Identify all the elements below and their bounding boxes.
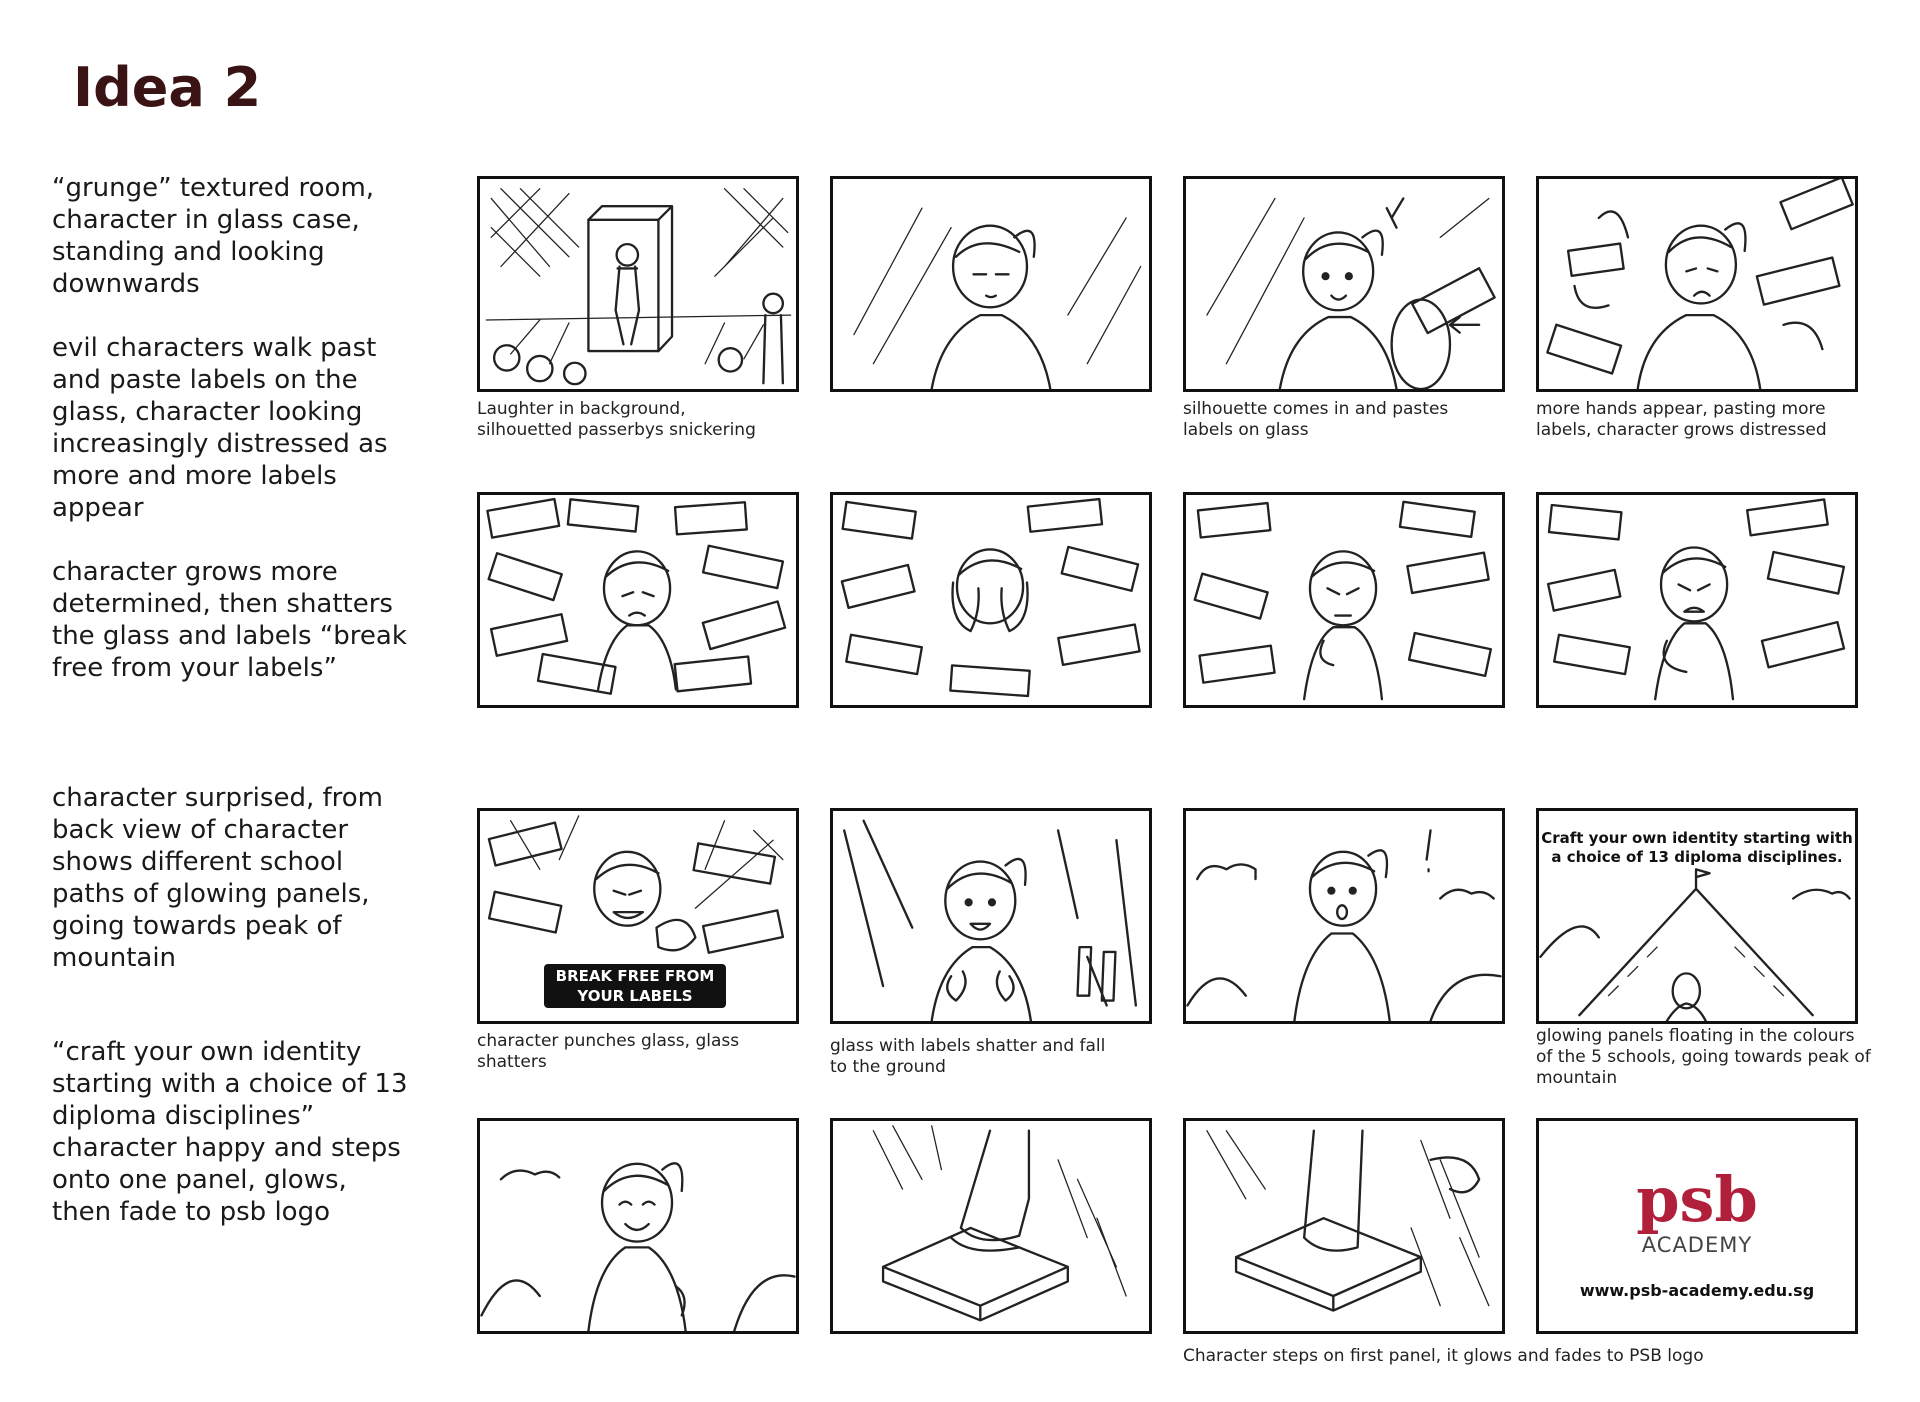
storyboard-panel-6 bbox=[830, 492, 1152, 708]
storyboard-panel-9 bbox=[477, 808, 799, 1024]
storyboard-panel-4 bbox=[1536, 176, 1858, 392]
panel-glows-sketch bbox=[1186, 1121, 1502, 1331]
scene-description-5: “craft your own identity starting with a choice of 13 diploma disciplines” character happy and steps onto one panel, glows, then fade to psb logo bbox=[52, 1037, 408, 1227]
website-url[interactable]: www.psb-academy.edu.sg bbox=[1579, 1281, 1815, 1300]
psb-logo: psb bbox=[1636, 1163, 1758, 1236]
character-closeup-sketch bbox=[833, 179, 1149, 389]
scene-description-1: “grunge” textured room, character in glass case, standing and looking downwards bbox=[52, 173, 375, 299]
storyboard-panel-10 bbox=[830, 808, 1152, 1024]
storyboard-panel-7 bbox=[1183, 492, 1505, 708]
page-title: Idea 2 bbox=[73, 56, 262, 119]
storyboard-panel-5 bbox=[477, 492, 799, 708]
storyboard-panel-15 bbox=[1183, 1118, 1505, 1334]
silhouette-pasting-sketch bbox=[1186, 179, 1502, 389]
storyboard-panel-8 bbox=[1536, 492, 1858, 708]
storyboard-panel-3 bbox=[1183, 176, 1505, 392]
storyboard-panel-11 bbox=[1183, 808, 1505, 1024]
storyboard-panel-1 bbox=[477, 176, 799, 392]
scene-description-2: evil characters walk past and paste labels on the glass, character looking increasingly distressed as more and more labels appear bbox=[52, 333, 388, 523]
panel-12-caption: glowing panels floating in the colours of the 5 schools, going towards peak of mountain bbox=[1536, 1026, 1871, 1088]
determined-face-sketch bbox=[1186, 495, 1502, 705]
labels-covered-sketch bbox=[480, 495, 796, 705]
panel-15-caption: Character steps on first panel, it glows and fades to PSB logo bbox=[1183, 1346, 1704, 1366]
step-onto-panel-sketch bbox=[833, 1121, 1149, 1331]
glass-case-sketch bbox=[480, 179, 796, 389]
scene-description-4: character surprised, from back view of character shows different school paths of glowing panels, going towards peak of mountain bbox=[52, 783, 383, 973]
storyboard-panel-16 bbox=[1536, 1118, 1858, 1334]
break-free-label: BREAK FREE FROM YOUR LABELS bbox=[544, 964, 726, 1008]
scene-description-3: character grows more determined, then shatters the glass and labels “break free from your labels” bbox=[52, 557, 407, 683]
storyboard-panel-2 bbox=[830, 176, 1152, 392]
panel-3-caption: silhouette comes in and pastes labels on glass bbox=[1183, 399, 1449, 440]
glass-shatter-sketch bbox=[833, 811, 1149, 1021]
panel-1-caption: Laughter in background, silhouetted passerbys snickering bbox=[477, 399, 756, 440]
hands-pasting-labels-sketch bbox=[1539, 179, 1855, 389]
storyboard-panel-14 bbox=[830, 1118, 1152, 1334]
storyboard-panel-13 bbox=[477, 1118, 799, 1334]
angry-face-sketch bbox=[1539, 495, 1855, 705]
psb-logo-academy: ACADEMY bbox=[1641, 1233, 1753, 1257]
panel-9-caption: character punches glass, glass shatters bbox=[477, 1031, 740, 1072]
craft-identity-text: Craft your own identity starting with a choice of 13 diploma disciplines. bbox=[1541, 829, 1853, 866]
panel-10-caption: glass with labels shatter and fall to the ground bbox=[830, 1036, 1106, 1077]
surprised-character-sketch bbox=[1186, 811, 1502, 1021]
panel-4-caption: more hands appear, pasting more labels, character grows distressed bbox=[1536, 399, 1827, 440]
face-covered-sketch bbox=[833, 495, 1149, 705]
happy-character-sketch bbox=[480, 1121, 796, 1331]
storyboard-panel-12 bbox=[1536, 808, 1858, 1024]
